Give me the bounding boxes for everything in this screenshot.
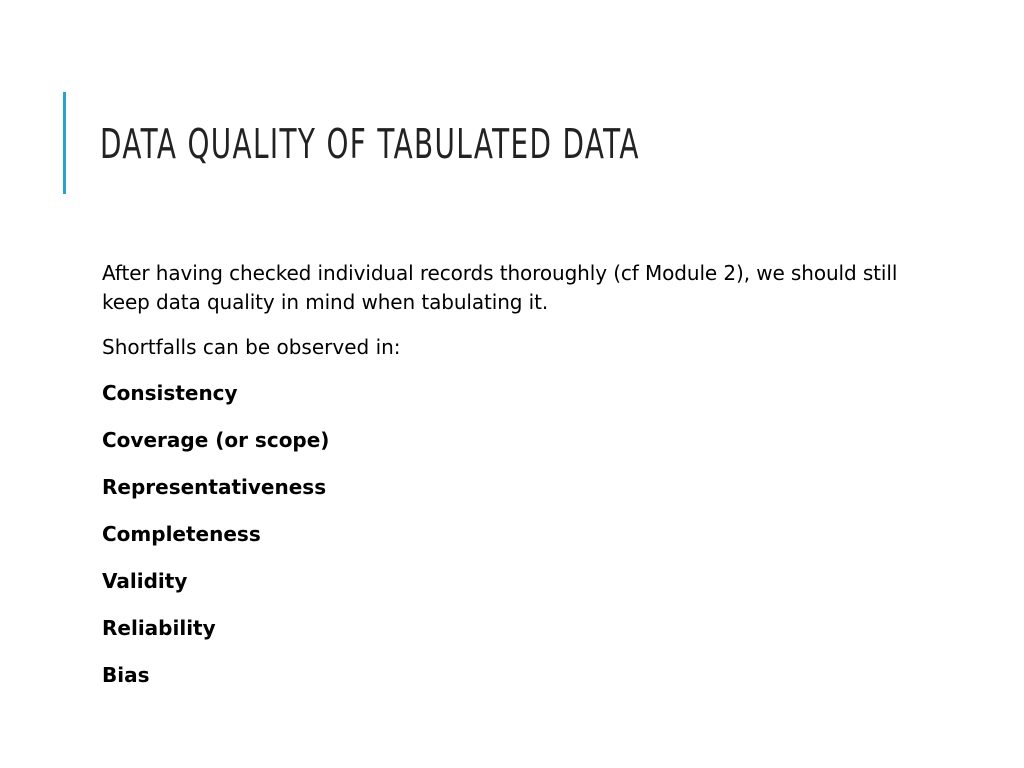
shortfalls-lead: Shortfalls can be observed in: bbox=[102, 335, 401, 359]
item-consistency: Consistency bbox=[102, 381, 238, 405]
item-representativeness: Representativeness bbox=[102, 475, 327, 499]
item-bias: Bias bbox=[102, 663, 150, 687]
item-reliability: Reliability bbox=[102, 616, 216, 640]
slide-body bbox=[102, 259, 902, 708]
intro-paragraph: After having checked individual records thoroughly (cf Module 2), we should still keep data quality in mind when tabulating it. bbox=[102, 261, 898, 314]
item-coverage: Coverage (or scope) bbox=[102, 428, 330, 452]
title-accent-bar bbox=[63, 92, 66, 194]
item-validity: Validity bbox=[102, 569, 188, 593]
slide-title: DATA QUALITY OF TABULATED DATA bbox=[100, 120, 640, 168]
item-completeness: Completeness bbox=[102, 522, 261, 546]
